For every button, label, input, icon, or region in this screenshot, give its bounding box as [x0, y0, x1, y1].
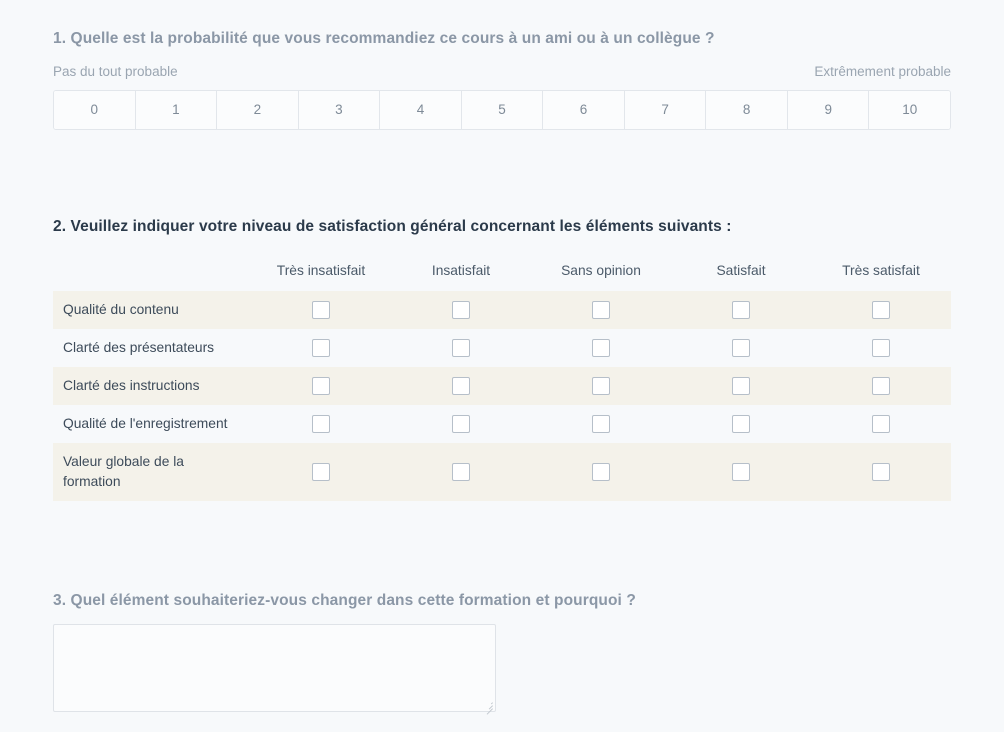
resize-handle-icon[interactable]	[483, 699, 493, 709]
nps-right-label: Extrêmement probable	[814, 64, 951, 79]
matrix-corner-cell	[53, 252, 251, 291]
matrix-cell-0-2[interactable]	[531, 291, 671, 329]
matrix-cell-0-0[interactable]	[251, 291, 391, 329]
matrix-cell-2-2[interactable]	[531, 367, 671, 405]
matrix-row-label-2: Clarté des instructions	[53, 367, 251, 405]
matrix-cell-3-2[interactable]	[531, 405, 671, 443]
checkbox-2-1[interactable]	[452, 377, 470, 395]
matrix-cell-4-2[interactable]	[531, 443, 671, 501]
checkbox-1-1[interactable]	[452, 339, 470, 357]
nps-option-5[interactable]: 5	[462, 91, 544, 129]
checkbox-0-2[interactable]	[592, 301, 610, 319]
matrix-cell-1-1[interactable]	[391, 329, 531, 367]
checkbox-3-0[interactable]	[312, 415, 330, 433]
question-3-block	[53, 592, 951, 712]
matrix-cell-1-4[interactable]	[811, 329, 951, 367]
matrix-header-row	[53, 252, 951, 291]
matrix-cell-3-0[interactable]	[251, 405, 391, 443]
matrix-cell-2-1[interactable]	[391, 367, 531, 405]
matrix-column-header-3: Satisfait	[716, 263, 766, 278]
matrix-row-label-4: Valeur globale de la formation	[53, 443, 251, 501]
checkbox-2-2[interactable]	[592, 377, 610, 395]
nps-option-2[interactable]: 2	[217, 91, 299, 129]
matrix-cell-3-4[interactable]	[811, 405, 951, 443]
checkbox-0-1[interactable]	[452, 301, 470, 319]
table-row	[53, 443, 951, 501]
table-row	[53, 405, 951, 443]
question-1-block	[53, 30, 951, 130]
matrix-cell-2-3[interactable]	[671, 367, 811, 405]
checkbox-0-4[interactable]	[872, 301, 890, 319]
checkbox-3-1[interactable]	[452, 415, 470, 433]
checkbox-1-2[interactable]	[592, 339, 610, 357]
matrix-cell-0-4[interactable]	[811, 291, 951, 329]
checkbox-1-3[interactable]	[732, 339, 750, 357]
question-2-title: 2. Veuillez indiquer votre niveau de satisfaction général concernant les éléments suivants :	[53, 218, 732, 235]
question-1-title: 1. Quelle est la probabilité que vous recommandiez ce cours à un ami ou à un collègue ?	[53, 30, 715, 47]
checkbox-1-0[interactable]	[312, 339, 330, 357]
matrix-cell-3-3[interactable]	[671, 405, 811, 443]
matrix-cell-1-2[interactable]	[531, 329, 671, 367]
matrix-cell-2-4[interactable]	[811, 367, 951, 405]
matrix-row-label-0: Qualité du contenu	[53, 291, 251, 329]
checkbox-2-3[interactable]	[732, 377, 750, 395]
matrix-cell-0-1[interactable]	[391, 291, 531, 329]
nps-option-0[interactable]: 0	[54, 91, 136, 129]
nps-scale	[53, 90, 951, 130]
feedback-textarea[interactable]	[54, 625, 495, 711]
checkbox-0-3[interactable]	[732, 301, 750, 319]
checkbox-3-3[interactable]	[732, 415, 750, 433]
checkbox-4-0[interactable]	[312, 463, 330, 481]
matrix-column-header-0: Très insatisfait	[276, 263, 366, 278]
table-row	[53, 367, 951, 405]
checkbox-3-2[interactable]	[592, 415, 610, 433]
matrix-cell-4-4[interactable]	[811, 443, 951, 501]
matrix-row-label-1: Clarté des présentateurs	[53, 329, 251, 367]
question-2-block	[53, 218, 951, 501]
table-row	[53, 329, 951, 367]
matrix-cell-4-1[interactable]	[391, 443, 531, 501]
nps-option-3[interactable]: 3	[299, 91, 381, 129]
nps-option-10[interactable]: 10	[869, 91, 950, 129]
checkbox-1-4[interactable]	[872, 339, 890, 357]
matrix-cell-0-3[interactable]	[671, 291, 811, 329]
checkbox-2-0[interactable]	[312, 377, 330, 395]
checkbox-0-0[interactable]	[312, 301, 330, 319]
nps-endpoint-labels	[53, 64, 951, 79]
matrix-cell-1-3[interactable]	[671, 329, 811, 367]
matrix-cell-4-3[interactable]	[671, 443, 811, 501]
matrix-row-label-3: Qualité de l'enregistrement	[53, 405, 251, 443]
nps-left-label: Pas du tout probable	[53, 64, 178, 79]
nps-option-4[interactable]: 4	[380, 91, 462, 129]
checkbox-2-4[interactable]	[872, 377, 890, 395]
nps-option-1[interactable]: 1	[136, 91, 218, 129]
checkbox-3-4[interactable]	[872, 415, 890, 433]
nps-option-7[interactable]: 7	[625, 91, 707, 129]
matrix-cell-2-0[interactable]	[251, 367, 391, 405]
nps-option-9[interactable]: 9	[788, 91, 870, 129]
matrix-column-header-2: Sans opinion	[561, 263, 641, 278]
feedback-textarea-wrapper[interactable]	[53, 624, 496, 712]
nps-option-6[interactable]: 6	[543, 91, 625, 129]
table-row	[53, 291, 951, 329]
checkbox-4-2[interactable]	[592, 463, 610, 481]
checkbox-4-1[interactable]	[452, 463, 470, 481]
matrix-column-header-4: Très satisfait	[842, 263, 920, 278]
matrix-cell-4-0[interactable]	[251, 443, 391, 501]
matrix-cell-3-1[interactable]	[391, 405, 531, 443]
matrix-column-header-1: Insatisfait	[431, 263, 491, 278]
matrix-cell-1-0[interactable]	[251, 329, 391, 367]
satisfaction-matrix	[53, 252, 951, 501]
checkbox-4-3[interactable]	[732, 463, 750, 481]
nps-option-8[interactable]: 8	[706, 91, 788, 129]
checkbox-4-4[interactable]	[872, 463, 890, 481]
question-3-title: 3. Quel élément souhaiteriez-vous changer dans cette formation et pourquoi ?	[53, 592, 636, 609]
